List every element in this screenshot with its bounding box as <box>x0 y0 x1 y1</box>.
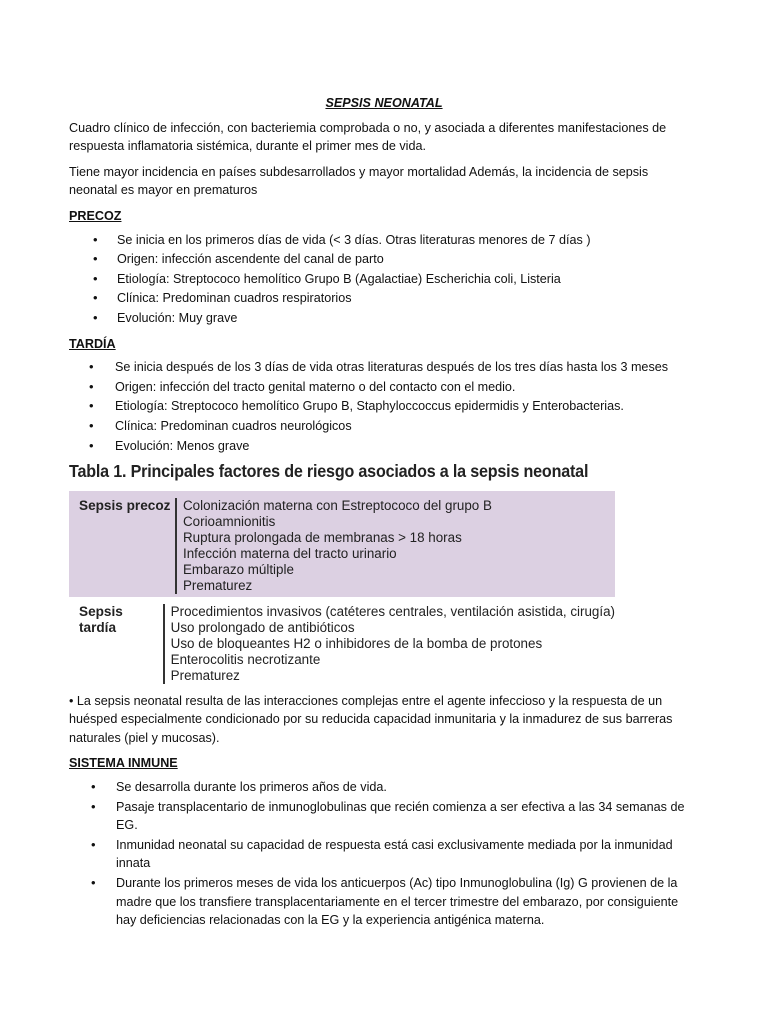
row-label: Sepsis tardía <box>79 603 123 635</box>
list-item: • Pasaje transplacentario de inmunoglobulinas que recién comienza a ser efectiva a las 34 semanas de EG. <box>69 798 699 835</box>
intro-paragraph-1: Cuadro clínico de infección, con bacteriemia comprobada o no, y asociada a diferentes manifestaciones de respuesta inflamatoria sistémica, durante el primer mes de vida. <box>69 120 667 154</box>
table-cell: Embarazo múltiple <box>183 561 294 577</box>
section-heading-tardia: TARDÍA <box>69 336 116 351</box>
table-caption: Tabla 1. Principales factores de riesgo asociados a la sepsis neonatal <box>69 461 589 482</box>
table-cell: Prematurez <box>183 577 253 593</box>
list-item: • Evolución: Menos grave <box>69 437 699 456</box>
list-item: • Se inicia después de los 3 días de vida otras literaturas después de los tres días hasta los 3 meses <box>69 358 699 377</box>
column-divider <box>175 498 177 594</box>
intro-paragraph-2: Tiene mayor incidencia en países subdesarrollados y mayor mortalidad Además, la incidencia de sepsis neonatal es mayor en prematuros <box>69 164 649 198</box>
after-table-paragraph: • La sepsis neonatal resulta de las interacciones complejas entre el agente infeccioso y la respuesta de un huésped especialmente condicionado por su reducida capacidad inmunitaria y la inmadurez de sus barreras naturales (piel y mucosas). <box>69 693 673 745</box>
risk-factors-table <box>69 491 615 684</box>
precoz-list <box>69 231 699 328</box>
sistema-inmune-list <box>69 778 699 930</box>
list-item: • Durante los primeros meses de vida los anticuerpos (Ac) tipo Inmunoglobulina (Ig) G provienen de la madre que los transfiere transplacentariamente en el tercer trimestre del embarazo, por consiguiente hay deficiencias relacionadas con la EG y la experiencia antigénica materna. <box>69 874 699 930</box>
column-divider <box>163 604 165 684</box>
document-title: SEPSIS NEONATAL <box>325 96 443 110</box>
row-items <box>171 604 615 684</box>
table-cell: Enterocolitis necrotizante <box>170 651 321 667</box>
row-label: Sepsis precoz <box>79 497 171 513</box>
table-cell: Uso de bloqueantes H2 o inhibidores de la bomba de protones <box>170 635 543 651</box>
list-item: • Etiología: Streptococo hemolítico Grupo B (Agalactiae) Escherichia coli, Listeria <box>69 270 699 289</box>
table-cell: Ruptura prolongada de membranas > 18 horas <box>183 529 462 545</box>
section-heading-precoz: PRECOZ <box>69 208 122 223</box>
list-item: • Evolución: Muy grave <box>69 309 699 328</box>
table-cell: Corioamnionitis <box>183 513 276 529</box>
table-cell: Infección materna del tracto urinario <box>183 545 397 561</box>
list-item: • Se desarrolla durante los primeros años de vida. <box>69 778 699 797</box>
row-items <box>183 498 492 594</box>
list-item: • Origen: infección del tracto genital materno o del contacto con el medio. <box>69 378 699 397</box>
table-cell: Uso prolongado de antibióticos <box>170 619 355 635</box>
list-item: • Se inicia en los primeros días de vida (< 3 días. Otras literaturas menores de 7 días ) <box>69 231 699 250</box>
list-item: • Clínica: Predominan cuadros neurológicos <box>69 417 699 436</box>
list-item: • Origen: infección ascendente del canal de parto <box>69 250 699 269</box>
tardia-list <box>69 358 699 455</box>
table-cell: Colonización materna con Estreptococo del grupo B <box>183 497 492 513</box>
table-cell: Procedimientos invasivos (catéteres centrales, ventilación asistida, cirugía) <box>170 603 615 619</box>
section-heading-sistema-inmune: SISTEMA INMUNE <box>69 756 178 771</box>
list-item: • Etiología: Streptococo hemolítico Grupo B, Staphyloccoccus epidermidis y Enterobacterias. <box>69 397 699 416</box>
table-row-sepsis-tardia <box>69 597 615 684</box>
table-row-sepsis-precoz <box>69 491 615 597</box>
list-item: • Inmunidad neonatal su capacidad de respuesta está casi exclusivamente mediada por la inmunidad innata <box>69 836 699 873</box>
document-page <box>69 94 699 937</box>
table-cell: Prematurez <box>170 667 240 683</box>
list-item: • Clínica: Predominan cuadros respiratorios <box>69 289 699 308</box>
